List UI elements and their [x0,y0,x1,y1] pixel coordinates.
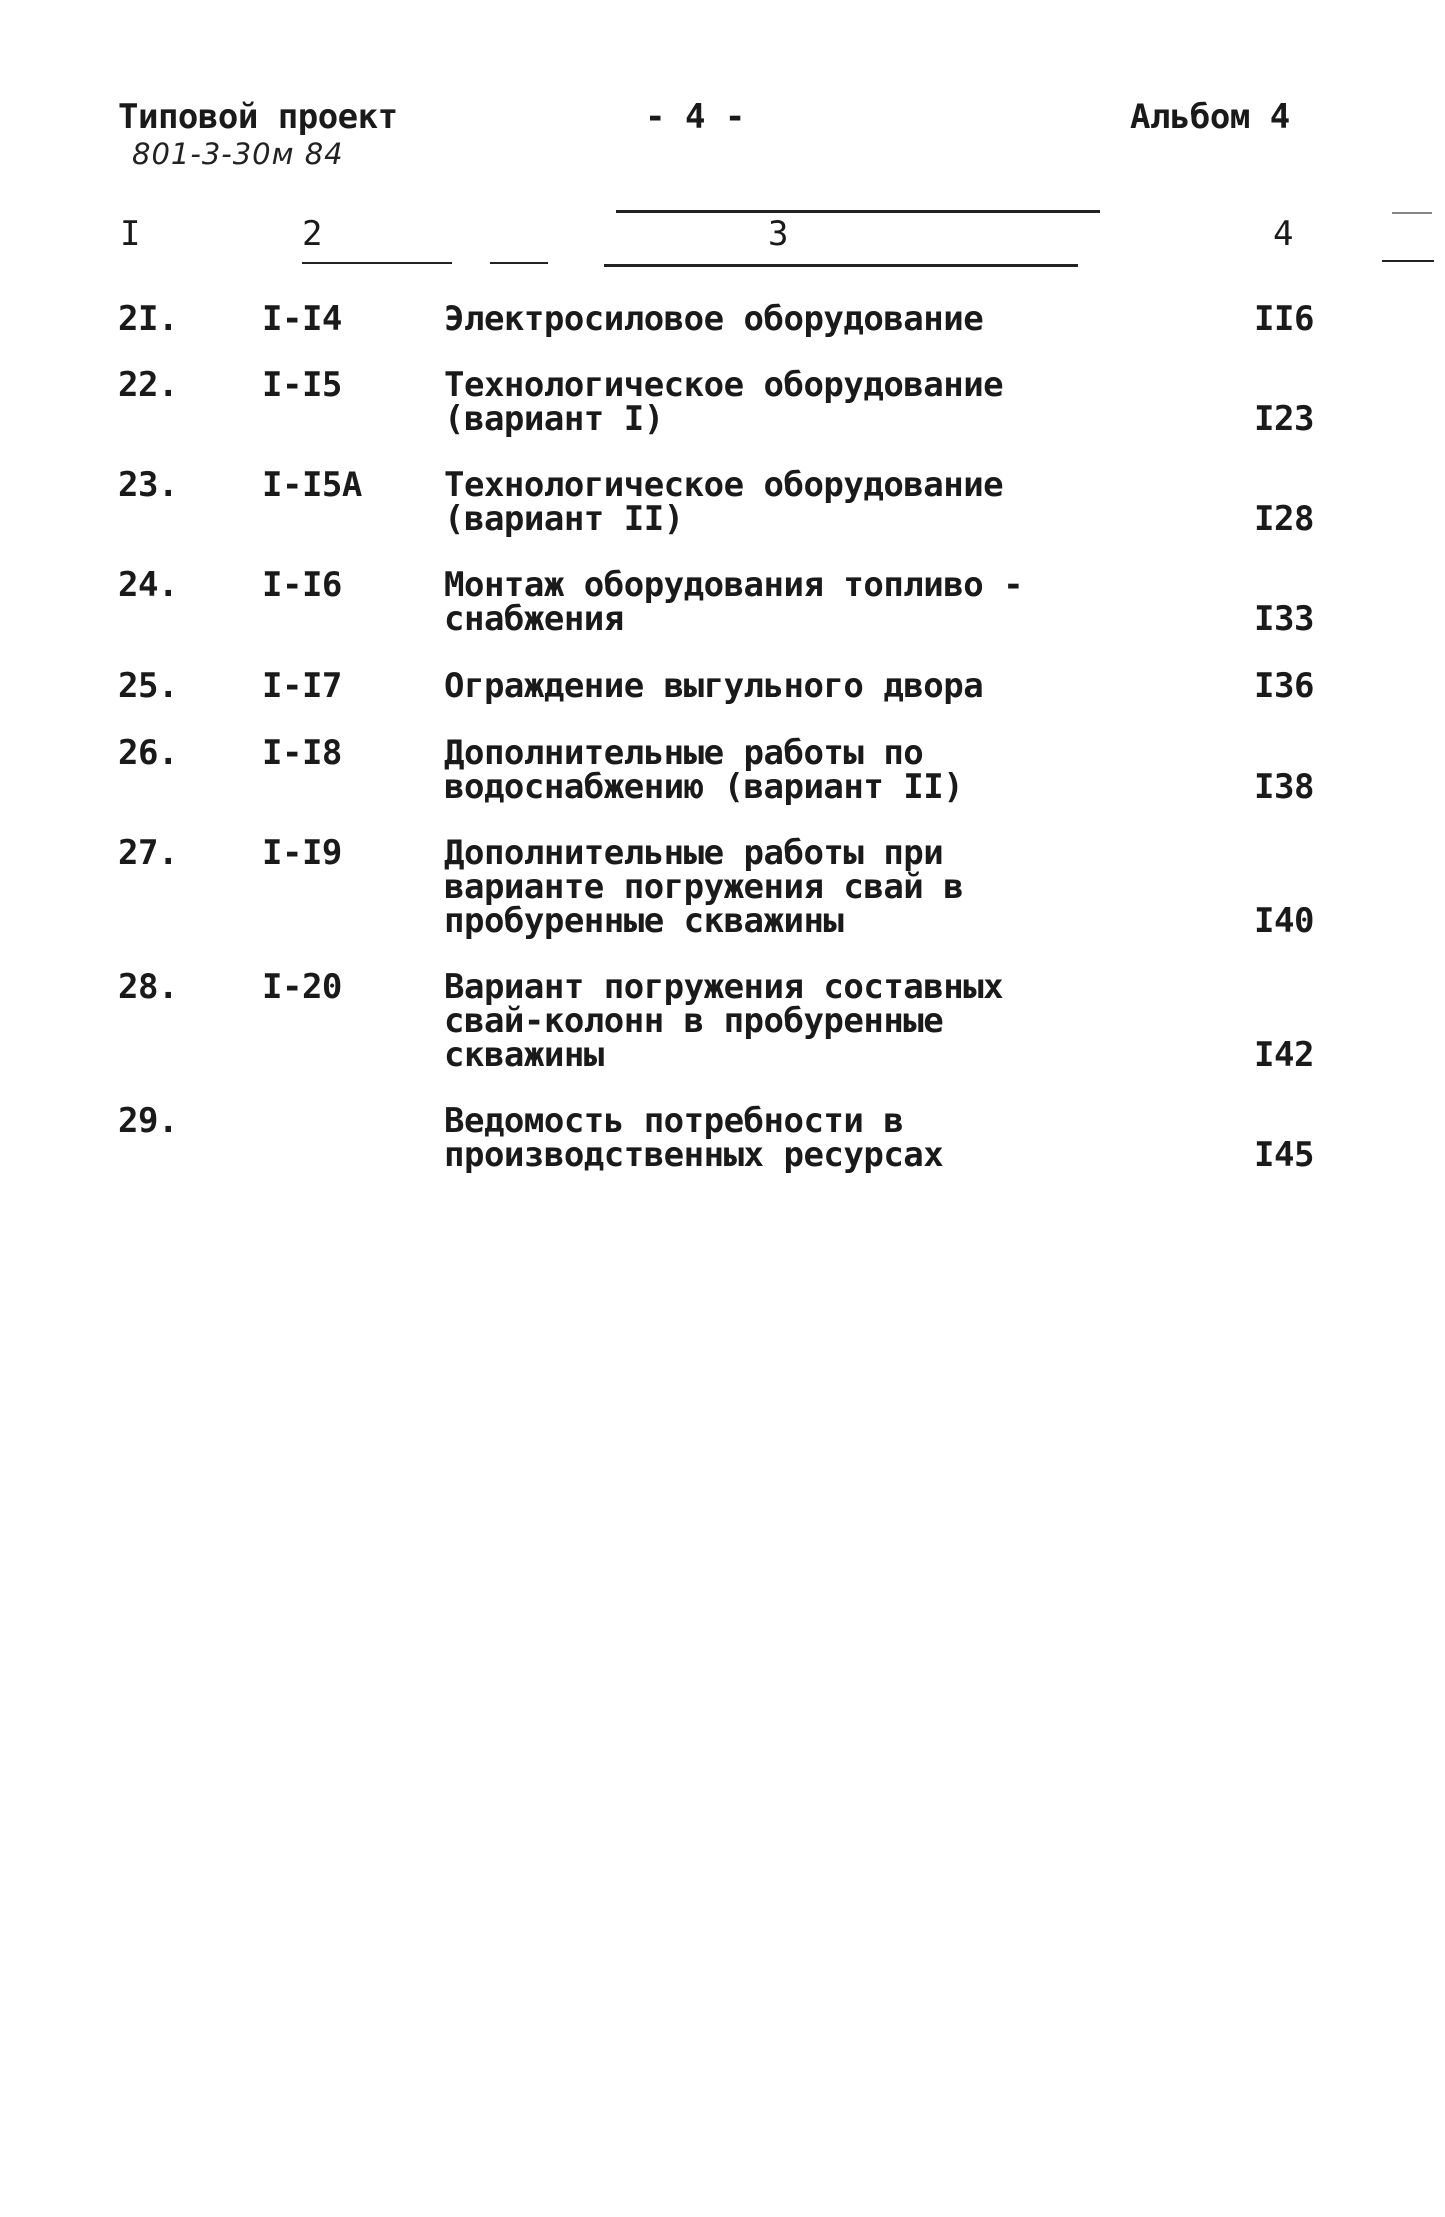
column-header-4: 4 [1273,214,1294,254]
row-number: 25. [118,666,178,706]
album-label: Альбом 4 [1130,97,1290,137]
row-page: I42 [1254,1035,1314,1075]
row-number: 29. [118,1101,178,1141]
column-header-2: 2 [302,214,323,254]
row-page: I23 [1254,399,1314,439]
row-title-line: (вариант I) [444,399,664,439]
row-number: 2I. [118,299,178,339]
header-rule-top [616,210,1100,213]
row-page: I36 [1254,666,1314,706]
row-title-line: Вариант погружения составных [444,967,1004,1007]
row-title [444,833,1064,941]
row-title-line: водоснабжению (вариант II) [444,767,964,807]
row-title-line: Ведомость потребности в [444,1101,904,1141]
row-page: I38 [1254,767,1314,807]
row-title-line: Ограждение выгульного двора [444,666,984,706]
row-code: I-I7 [262,666,342,706]
row-page: I40 [1254,901,1314,941]
row-page: I33 [1254,599,1314,639]
row-code: I-I8 [262,733,342,773]
row-title [444,1101,1064,1175]
row-title-line: Монтаж оборудования топливо - [444,565,1024,605]
row-title [444,299,1064,339]
column-header-3: 3 [768,214,789,254]
row-title [444,733,1064,807]
row-number: 23. [118,465,178,505]
project-label: Типовой проект [118,97,398,137]
row-code: I-I5А [262,465,362,505]
row-page: I28 [1254,499,1314,539]
row-number: 24. [118,565,178,605]
row-title [444,365,1064,439]
row-title [444,465,1064,539]
page-number: - 4 - [645,97,745,137]
row-title-line: скважины [444,1035,604,1075]
row-title-line: свай-колонн в пробуренные [444,1001,944,1041]
row-page: I45 [1254,1135,1314,1175]
row-title-line: Электросиловое оборудование [444,299,984,339]
row-number: 27. [118,833,178,873]
row-title-line: пробуренные скважины [444,901,844,941]
row-title-line: Технологическое оборудование [444,365,1004,405]
row-title [444,565,1064,639]
row-title-line: Дополнительные работы по [444,733,924,773]
project-code-handwritten: 801-3-30м 84 [132,137,344,171]
row-title-line: варианте погружения свай в [444,867,964,907]
row-title-line: производственных ресурсах [444,1135,944,1175]
row-number: 22. [118,365,178,405]
row-code: I-I5 [262,365,342,405]
row-title [444,666,1064,706]
edge-mark [1392,212,1432,214]
header-rule-col2 [302,262,452,264]
row-title-line: Технологическое оборудование [444,465,1004,505]
row-number: 28. [118,967,178,1007]
row-title-line: (вариант II) [444,499,684,539]
row-title-line: снабжения [444,599,624,639]
row-code: I-I9 [262,833,342,873]
header-rule-col3a [490,262,548,264]
row-code: I-20 [262,967,342,1007]
header-rule-col4 [1382,260,1434,262]
column-header-1: I [120,214,141,254]
row-title-line: Дополнительные работы при [444,833,944,873]
row-title [444,967,1064,1075]
row-code: I-I6 [262,565,342,605]
row-page: II6 [1254,299,1314,339]
row-code: I-I4 [262,299,342,339]
row-number: 26. [118,733,178,773]
header-rule-col3b [604,264,1078,267]
